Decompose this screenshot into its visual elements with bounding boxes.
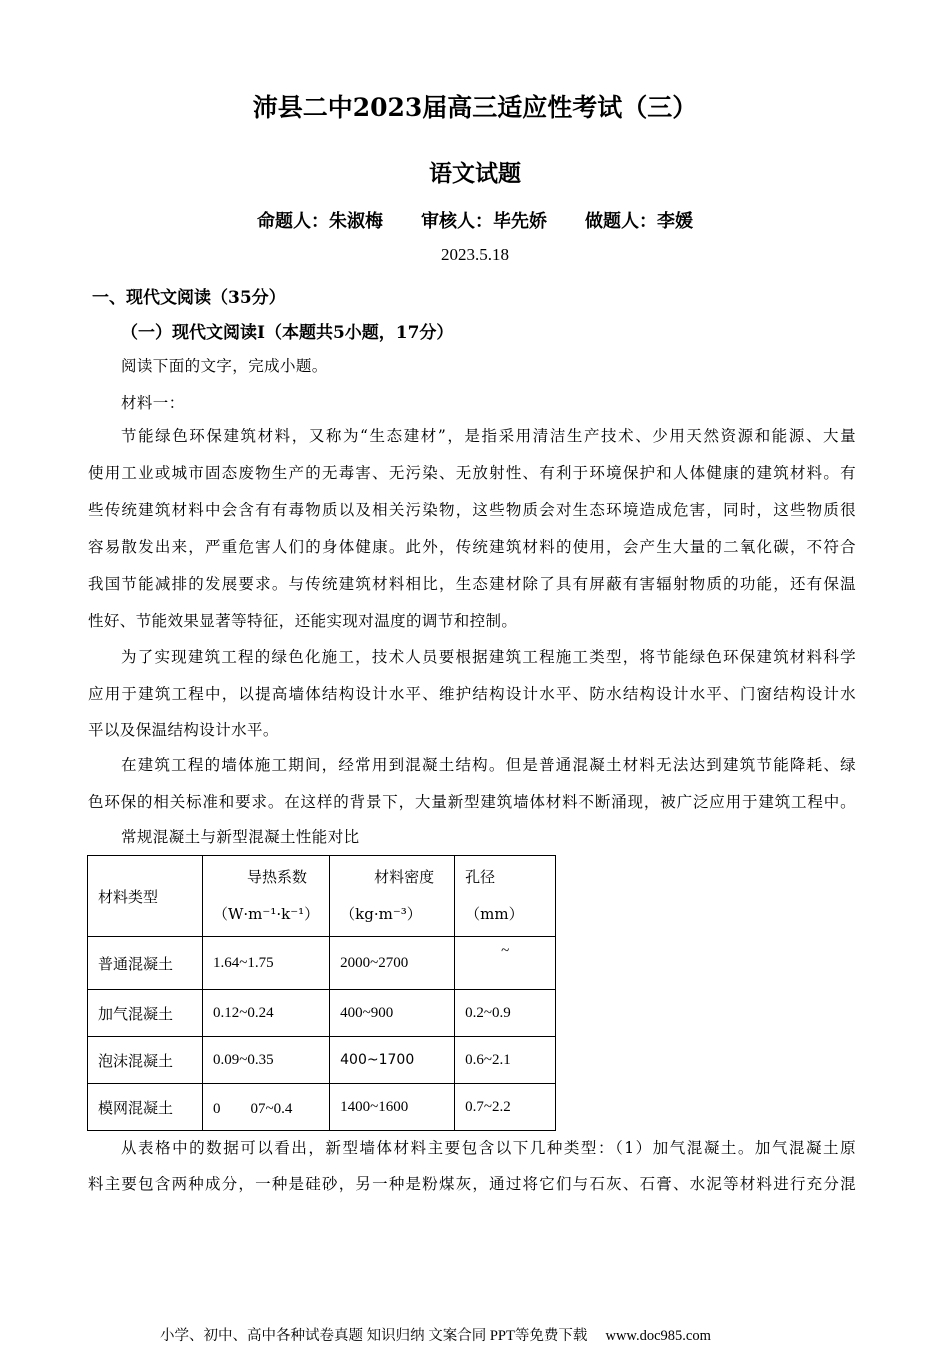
table-cell: 0.12~0.24 [203, 990, 330, 1037]
author-setter: 命题人：朱淑梅 [257, 211, 383, 232]
paragraph-line: 料主要包含两种成分，一种是硅砂，另一种是粉煤灰，通过将它们与石灰、石膏、水泥等材料进行充分混 [88, 1175, 856, 1193]
table-cell: 2000~2700 [330, 937, 455, 990]
table-cell: ~ [455, 937, 556, 990]
table-cell: 模网混凝土 [88, 1084, 203, 1131]
instruction: 阅读下面的文字，完成小题。 [121, 357, 328, 375]
table-cell: 加气混凝土 [88, 990, 203, 1037]
author-solver: 做题人：李媛 [585, 211, 693, 232]
table-cell: 泡沫混凝土 [88, 1037, 203, 1084]
paragraph-line: 为了实现建筑工程的绿色化施工，技术人员要根据建筑工程施工类型，将节能绿色环保建筑材料科学 [121, 648, 856, 666]
table-header-row [88, 856, 556, 937]
table-cell: 1.64~1.75 [203, 937, 330, 990]
author-reviewer: 审核人：毕先娇 [421, 211, 547, 232]
header-density: 材料密度 [374, 868, 435, 886]
table-header-cell [88, 856, 203, 937]
header-density-unit: （kg·m⁻³） [340, 905, 422, 923]
concrete-comparison-table [87, 855, 556, 1131]
table-cell: 0 07~0.4 [203, 1084, 330, 1131]
table-header-cell [330, 856, 455, 937]
paragraph-line: 性好、节能效果显著等特征，还能实现对温度的调节和控制。 [88, 612, 518, 630]
paragraph-line: 使用工业或城市固态废物生产的无毒害、无污染、无放射性、有利于环境保护和人体健康的建筑材料。有 [88, 464, 856, 482]
table-header-cell [203, 856, 330, 937]
paragraph-line: 平以及保温结构设计水平。 [88, 721, 279, 739]
paragraph-line: 节能绿色环保建筑材料，又称为“生态建材”，是指采用清洁生产技术、少用天然资源和能源、大量 [121, 427, 856, 445]
paragraph-line: 我国节能减排的发展要求。与传统建筑材料相比，生态建材除了具有屏蔽有害辐射物质的功能，还有保温 [88, 575, 856, 593]
paragraph-line: 应用于建筑工程中，以提高墙体结构设计水平、维护结构设计水平、防水结构设计水平、门窗结构设计水 [88, 685, 856, 703]
page-footer: 小学、初中、高中各种试卷真题 知识归纳 文案合同 PPT等免费下载 www.doc985.com [160, 1328, 711, 1344]
paragraph-line: 色环保的相关标准和要求。在这样的背景下，大量新型建筑墙体材料不断涌现，被广泛应用于建筑工程中。 [88, 793, 856, 811]
paragraph-line: 些传统建筑材料中会含有有毒物质以及相关污染物，这些物质会对生态环境造成危害，同时，这些物质很 [88, 501, 856, 519]
header-material-type: 材料类型 [98, 887, 159, 906]
table-cell: 普通混凝土 [88, 937, 203, 990]
paragraph-line: 容易散发出来，严重危害人们的身体健康。此外，传统建筑材料的使用，会产生大量的二氧化碳，不符合 [88, 538, 856, 556]
exam-title: 沛县二中2023届高三适应性考试（三） [252, 93, 698, 122]
header-conductivity-unit: （W·m⁻¹·k⁻¹） [213, 905, 320, 923]
table-cell: 1400~1600 [330, 1084, 455, 1131]
table-cell: 0.09~0.35 [203, 1037, 330, 1084]
header-conductivity: 导热系数 [247, 868, 308, 886]
paragraph-line: 在建筑工程的墙体施工期间，经常用到混凝土结构。但是普通混凝土材料无法达到建筑节能降耗、绿 [121, 756, 856, 774]
exam-date: 2023.5.18 [441, 245, 509, 264]
paragraph-line: 从表格中的数据可以看出，新型墙体材料主要包含以下几种类型：（1）加气混凝土。加气混凝土原 [121, 1139, 856, 1157]
table-cell: 0.7~2.2 [455, 1084, 556, 1131]
exam-subtitle: 语文试题 [429, 160, 521, 187]
table-caption: 常规混凝土与新型混凝土性能对比 [121, 828, 360, 846]
material-label: 材料一： [121, 394, 185, 412]
table-cell: 0.2~0.9 [455, 990, 556, 1037]
header-pore-size: 孔径 [465, 868, 496, 886]
subsection-heading: （一）现代文阅读Ⅰ（本题共5小题，17分） [121, 323, 454, 343]
section-heading: 一、现代文阅读（35分） [92, 288, 286, 308]
table-row [88, 937, 556, 990]
table-cell: 400~900 [330, 990, 455, 1037]
table-row [88, 1084, 556, 1131]
table-cell: 0.6~2.1 [455, 1037, 556, 1084]
header-pore-size-unit: （mm） [465, 905, 524, 923]
table-header-cell [455, 856, 556, 937]
table-row [88, 990, 556, 1037]
table-cell: 400~1700 [330, 1037, 455, 1084]
exam-authors [0, 207, 950, 233]
table-row [88, 1037, 556, 1084]
